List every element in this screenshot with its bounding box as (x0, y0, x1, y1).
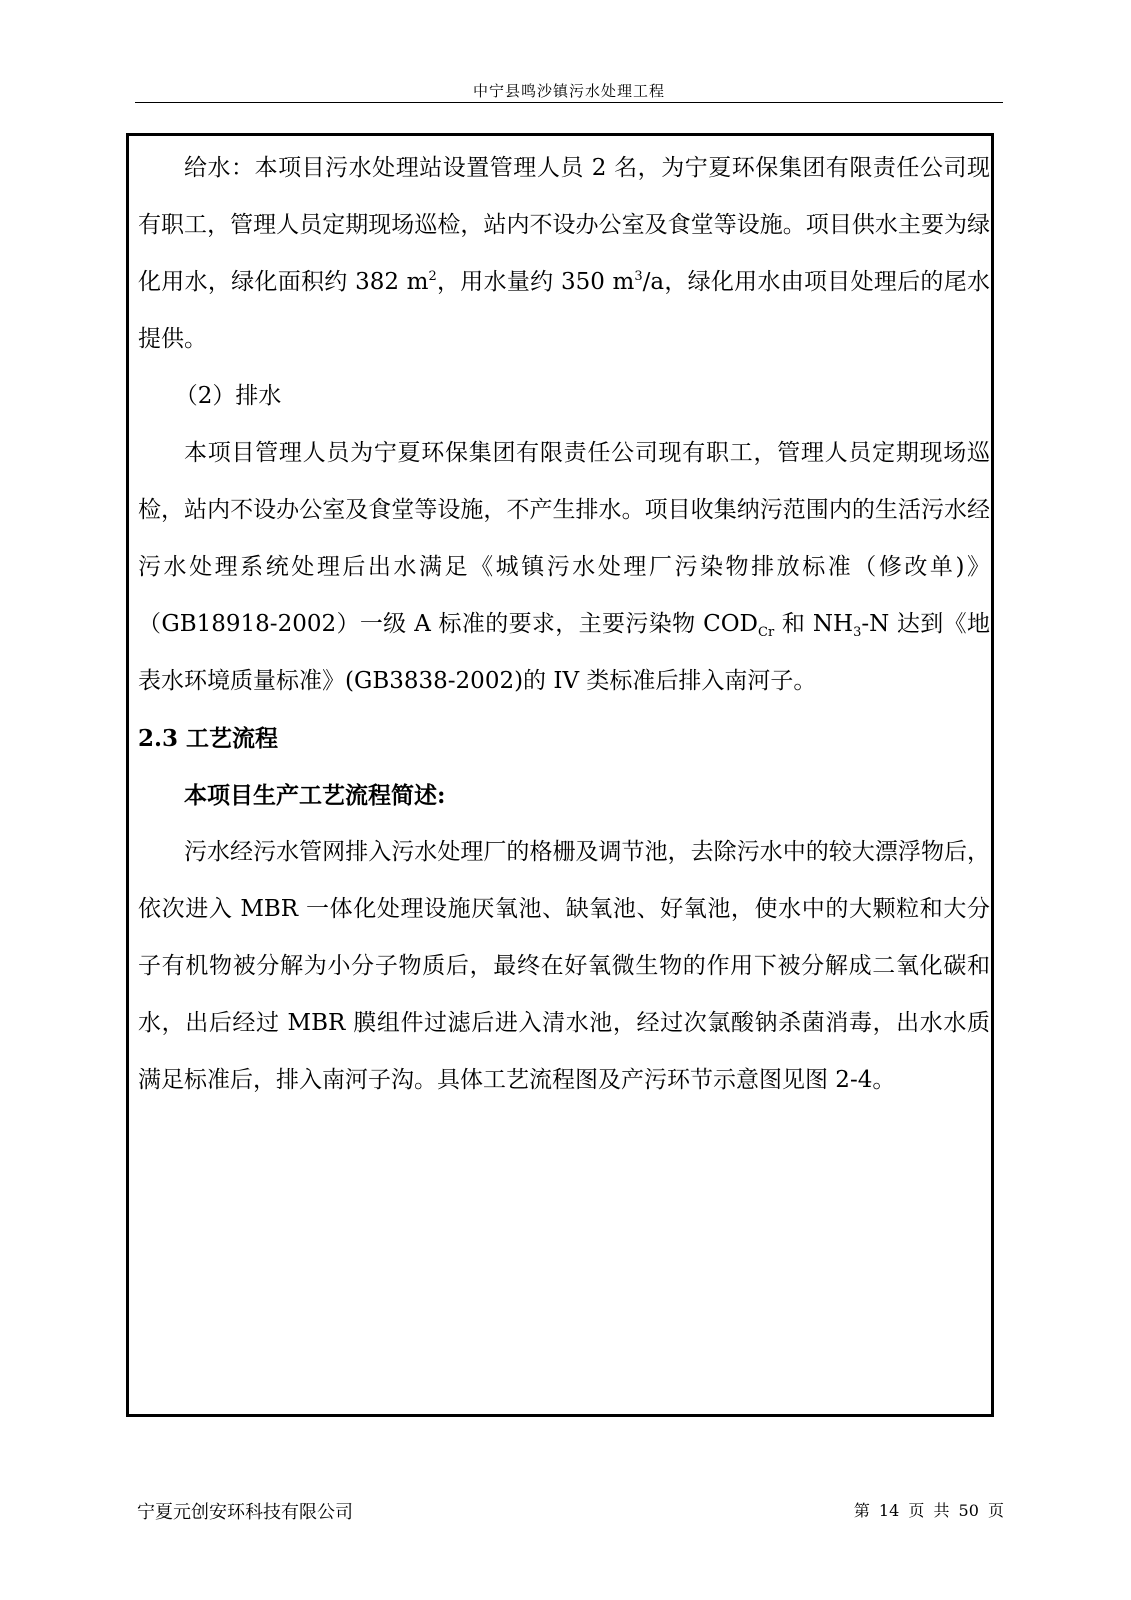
section-heading: 2.3 工艺流程 (138, 725, 279, 752)
page-header-title: 中宁县鸣沙镇污水处理工程 (472, 82, 665, 100)
subscript-cr: Cr (758, 625, 775, 640)
superscript-3: 3 (634, 269, 643, 284)
process-paragraph: 污水经污水管网排入污水处理厂的格栅及调节池，去除污水中的较大漂浮物后，依次进入 MBR 一体化处理设施厌氧池、缺氧池、好氧池，使水中的大颗粒和大分子有机物被分解为小分子物质后，最终在好氧微生物的作用下被分解成二氧化碳和水，出后经过 MBR 膜组件过滤后进入清水池，经过次氯酸钠杀菌消毒，出水水质满足标准后，排入南河子沟。具体工艺流程图及产污环节示意图见图 2-4。 (138, 839, 990, 1093)
document-body (138, 140, 990, 1109)
header-divider (135, 102, 1003, 103)
drainage-subtitle: （2）排水 (174, 383, 282, 409)
footer-page-number: 第 14 页 共 50 页 (853, 1501, 1004, 1520)
water-supply-text-1: 给水：本项目污水处理站设置管理人员 2 名，为宁夏环保集团有限责任公司现有职工，管理人员定期现场巡检，站内不设办公室及食堂等设施。项目供水主要为绿化用水，绿化面积约 382 m (138, 155, 990, 295)
drainage-text-2: 和 NH (774, 611, 854, 637)
water-supply-text-2: ，用水量约 350 m (436, 269, 635, 295)
subscript-3: 3 (853, 625, 862, 640)
water-supply-paragraph (138, 140, 990, 368)
process-heading: 本项目生产工艺流程简述: (184, 782, 446, 809)
drainage-text-1: 本项目管理人员为宁夏环保集团有限责任公司现有职工，管理人员定期现场巡检，站内不设办公室及食堂等设施，不产生排水。项目收集纳污范围内的生活污水经污水处理系统处理后出水满足《城镇污水处理厂污染物排放标准（修改单)》（GB18918-2002）一级 A 标准的要求，主要污染物 COD (138, 440, 990, 637)
superscript-2: 2 (428, 269, 437, 284)
drainage-paragraph (138, 425, 990, 710)
drainage-text-3: -N 达到《地表水环境质量标准》(GB3838-2002)的 IV 类标准后排入南河子。 (138, 611, 991, 694)
water-supply-text-3: /a，绿化用水由项目处理后的尾水提供。 (138, 269, 990, 352)
footer-company: 宁夏元创安环科技有限公司 (137, 1502, 353, 1523)
